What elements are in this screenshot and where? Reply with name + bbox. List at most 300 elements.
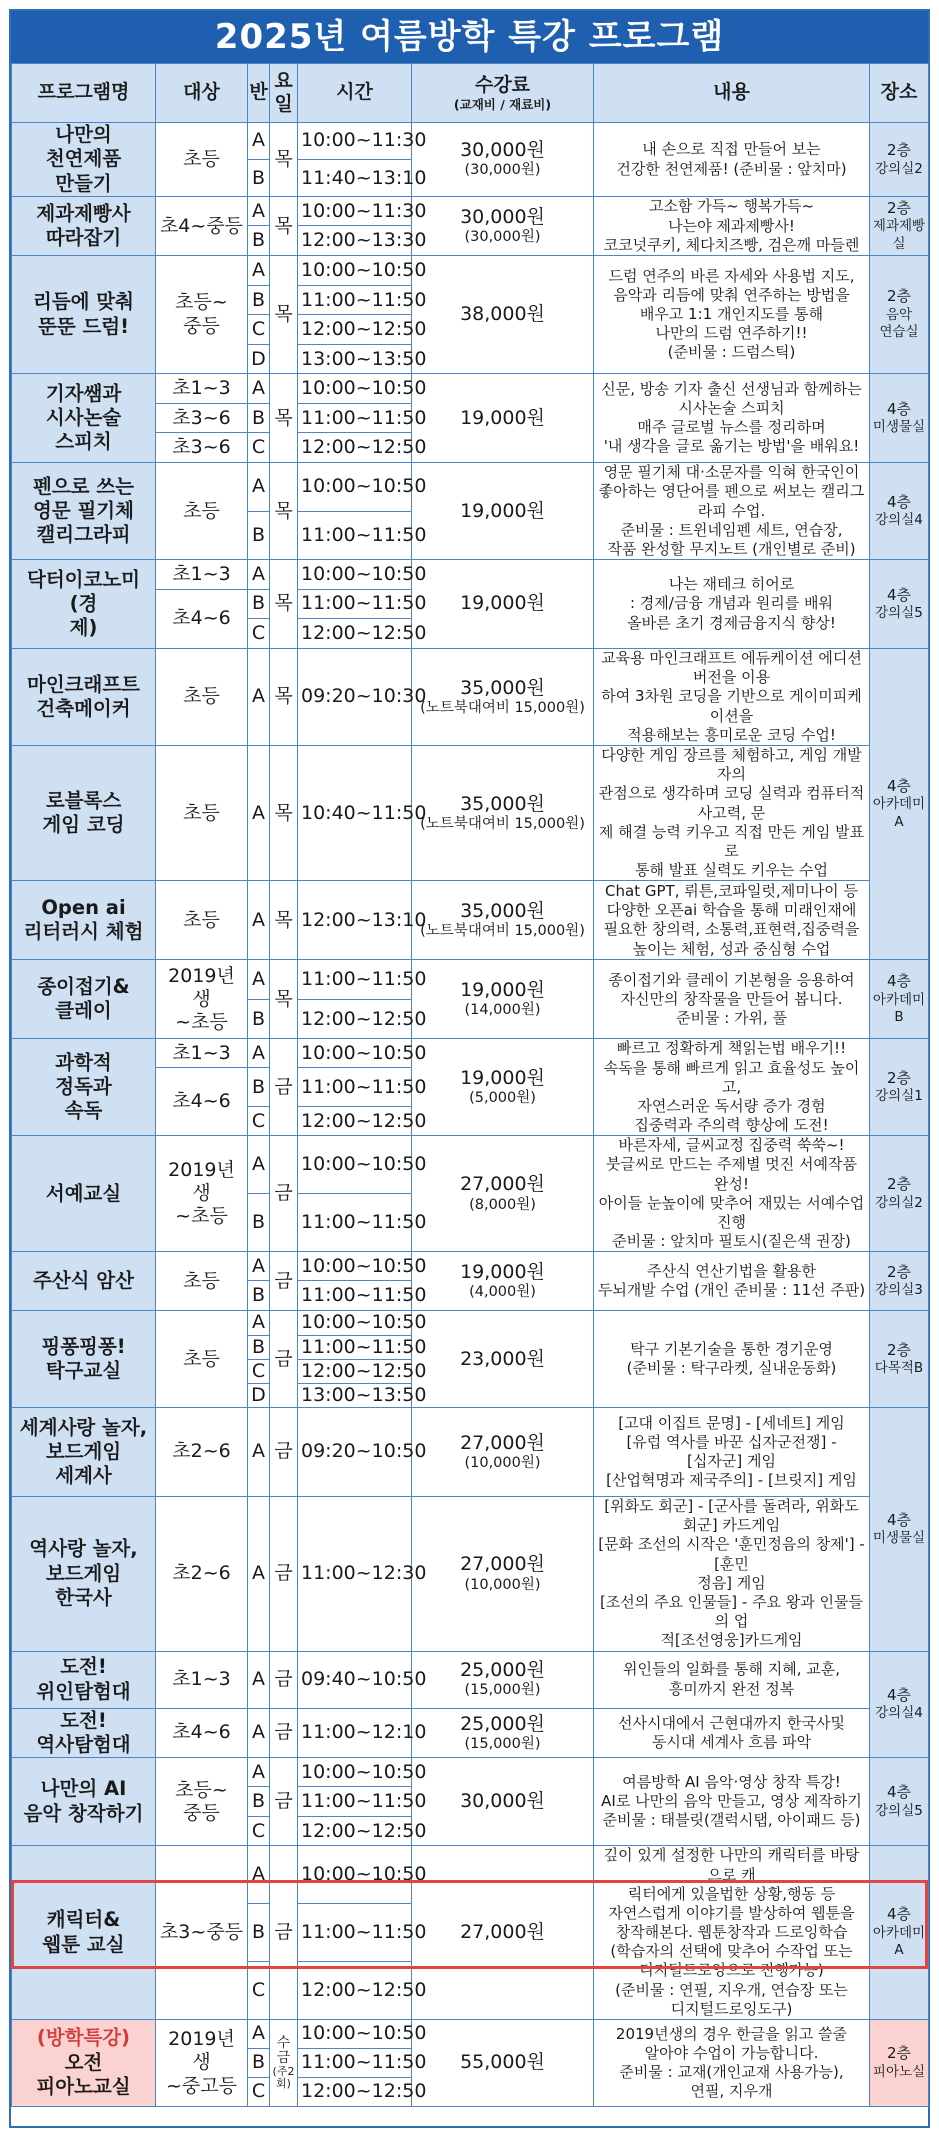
class-time: 10:00~11:30	[298, 123, 412, 160]
class-time: 13:00~13:50	[298, 345, 412, 374]
program-name: 로블록스 게임 코딩	[12, 746, 156, 881]
class-section: B	[248, 1281, 270, 1311]
table-row	[12, 1651, 929, 1708]
class-time: 10:00~10:50	[298, 374, 412, 404]
program-place	[870, 560, 929, 649]
class-time: 11:00~11:50	[298, 960, 412, 1000]
class-day-text: 수금 (주2회)	[270, 2036, 297, 2091]
program-fee: 27,000원 (10,000원)	[412, 1408, 594, 1497]
place-floor: 2층	[886, 2044, 912, 2063]
program-fee: 38,000원	[412, 256, 594, 374]
class-day: 금	[270, 1039, 298, 1136]
table-row	[12, 1136, 929, 1194]
place-room: 아카데미A	[872, 796, 926, 830]
program-name: 캐릭터& 웹툰 교실	[12, 1846, 156, 2020]
program-fee: 27,000원 (8,000원)	[412, 1136, 594, 1252]
place-room: 미생물실	[872, 1530, 926, 1547]
class-section: A	[248, 1311, 270, 1335]
class-section: B	[248, 160, 270, 197]
class-day: 목	[270, 560, 298, 649]
program-fee: 35,000원 (노트북대여비 15,000원)	[412, 881, 594, 960]
class-section: A	[248, 649, 270, 746]
program-target: 초등	[156, 1252, 248, 1311]
program-content: 교육용 마인크래프트 에듀케이션 에디션 버전을 이용 하여 3차원 코딩을 기반으로 게이미피케이션을 적용해보는 흥미로운 코딩 수업!	[594, 649, 870, 746]
table-row	[12, 2020, 929, 2049]
class-time: 10:00~10:50	[298, 2020, 412, 2049]
program-name: 마인크래프트 건축메이커	[12, 649, 156, 746]
table-row	[12, 746, 929, 881]
program-content: 여름방학 AI 음악·영상 창작 특강! AI로 나만의 음악 만들고, 영상 제작하기 준비물 : 태블릿(갤럭시탭, 아이패드 등)	[594, 1758, 870, 1846]
class-time: 11:00~11:50	[298, 511, 412, 559]
program-target: 초등	[156, 463, 248, 560]
program-place	[870, 960, 929, 1039]
class-section: A	[248, 463, 270, 511]
place-room: 강의실4	[875, 1705, 923, 1722]
header-fee	[412, 64, 594, 123]
table-row	[12, 1039, 929, 1068]
place-room: 강의실1	[875, 1088, 923, 1105]
place-floor: 2층	[886, 287, 912, 306]
class-time: 10:00~10:50	[298, 463, 412, 511]
class-section: C	[248, 619, 270, 649]
table-row	[12, 1708, 929, 1758]
place-room: 강의실5	[875, 1802, 923, 1819]
class-section: C	[248, 2078, 270, 2107]
program-fee: 27,000원 (10,000원)	[412, 1497, 594, 1652]
place-floor: 2층	[886, 1262, 912, 1281]
program-fee-sub: (노트북대여비 15,000원)	[420, 923, 585, 940]
program-target: 초1~3	[156, 560, 248, 590]
class-day: 금	[270, 1136, 298, 1252]
program-fee: 35,000원 (노트북대여비 15,000원)	[412, 649, 594, 746]
program-target: 초1~3	[156, 1651, 248, 1708]
program-content: 탁구 기본기술을 통한 경기운영 (준비물 : 탁구라켓, 실내운동화)	[594, 1311, 870, 1408]
place-room: 강의실5	[875, 605, 923, 622]
place-room: 미생물실	[872, 419, 926, 436]
program-name: 도전! 위인탐험대	[12, 1651, 156, 1708]
program-target: 초등~ 중등	[156, 256, 248, 374]
program-fee-sub: (30,000원)	[464, 228, 541, 245]
program-fee: 30,000원	[412, 1758, 594, 1846]
place-room: 강의실2	[875, 1194, 923, 1211]
program-place	[870, 256, 929, 374]
place-floor: 4층	[886, 585, 912, 604]
place-floor: 4층	[886, 1685, 912, 1704]
class-section: A	[248, 746, 270, 881]
program-target: 초등	[156, 1311, 248, 1408]
program-fee: 25,000원 (15,000원)	[412, 1651, 594, 1708]
program-place	[870, 123, 929, 197]
place-room: 제과제빵실	[872, 218, 926, 252]
table-row	[12, 463, 929, 511]
program-content: 빠르고 정확하게 책읽는법 배우기!! 속독을 통해 빠르게 읽고 효율성도 높이고, 자연스러운 독서량 증가 경험 집중력과 주의력 향상에 도전!	[594, 1039, 870, 1136]
program-name: 종이접기& 클레이	[12, 960, 156, 1039]
program-target: 초3~6	[156, 404, 248, 433]
header-place: 장소	[870, 64, 929, 123]
place-room: 다목적B	[874, 1360, 924, 1377]
program-content: [위화도 회군] - [군사를 돌려라, 위화도 회군] 카드게임 [문화 조선의 시작은 '훈민정음의 창제'] - [훈민 정음] 게임 [조선의 주요 인물들] - 주요 왕과 인물들의 업 적[조선영웅]카드게임	[594, 1497, 870, 1652]
program-target: 초등	[156, 649, 248, 746]
program-tag: (방학특강)	[36, 2026, 131, 2050]
class-time: 09:20~10:50	[298, 1408, 412, 1497]
program-place	[870, 1408, 929, 1652]
poster-title: 2025년 여름방학 특강 프로그램	[11, 11, 928, 63]
class-time: 11:40~13:10	[298, 160, 412, 197]
program-target: 초등	[156, 746, 248, 881]
class-day: 금	[270, 1408, 298, 1497]
class-day: 금	[270, 1311, 298, 1408]
place-floor: 2층	[886, 1068, 912, 1087]
program-fee-sub: (8,000원)	[469, 1196, 536, 1213]
program-target: 초1~3	[156, 1039, 248, 1068]
program-target: 2019년생 ~초등	[156, 1136, 248, 1252]
program-place	[870, 1039, 929, 1136]
program-fee: 27,000원	[412, 1846, 594, 2020]
class-section: B	[248, 1194, 270, 1252]
program-fee: 19,000원 (4,000원)	[412, 1252, 594, 1311]
header-content: 내용	[594, 64, 870, 123]
program-target: 초등~ 중등	[156, 1758, 248, 1846]
class-time: 10:00~10:50	[298, 256, 412, 286]
table-row	[12, 1408, 929, 1497]
class-time: 11:00~12:10	[298, 1708, 412, 1758]
class-time: 11:00~11:50	[298, 1281, 412, 1311]
class-time: 13:00~13:50	[298, 1383, 412, 1407]
header-time: 시간	[298, 64, 412, 123]
class-section: A	[248, 1136, 270, 1194]
program-fee-sub: (5,000원)	[469, 1090, 536, 1107]
class-time: 12:00~12:50	[298, 619, 412, 649]
program-name: 과학적 정독과 속독	[12, 1039, 156, 1136]
program-fee: 30,000원 (30,000원)	[412, 197, 594, 256]
program-name: 닥터이코노미(경 제)	[12, 560, 156, 649]
table-row	[12, 256, 929, 286]
table-row	[12, 374, 929, 404]
class-time: 12:00~12:50	[298, 1962, 412, 2020]
class-section: A	[248, 1408, 270, 1497]
class-time: 12:00~13:10	[298, 881, 412, 960]
table-row	[12, 960, 929, 1000]
class-section: A	[248, 1497, 270, 1652]
class-day: 목	[270, 197, 298, 256]
program-fee: 19,000원	[412, 560, 594, 649]
program-place	[870, 1651, 929, 1758]
class-time: 10:00~10:50	[298, 1311, 412, 1335]
place-floor: 4층	[886, 776, 912, 795]
program-target: 초4~6	[156, 1708, 248, 1758]
class-time: 09:40~10:50	[298, 1651, 412, 1708]
class-section: C	[248, 1107, 270, 1136]
class-day: 목	[270, 746, 298, 881]
program-content: 2019년생의 경우 한글을 읽고 쓸줄 알아야 수업이 가능합니다. 준비물 : 교재(개인교재 사용가능), 연필, 지우개	[594, 2020, 870, 2107]
place-room: 강의실2	[875, 160, 923, 177]
place-floor: 4층	[886, 492, 912, 511]
program-content: Chat GPT, 뤼튼,코파일럿,제미나이 등 다양한 오픈ai 학습을 통해 미래인재에 필요한 창의력, 소통력,표현력,집중력을 높이는 체험, 성과 중심형 수업	[594, 881, 870, 960]
program-target: 초4~6	[156, 1068, 248, 1136]
place-floor: 4층	[886, 1905, 912, 1924]
program-content: 나는 재테크 히어로 : 경제/금융 개념과 원리를 배워 올바른 초기 경제금융지식 향상!	[594, 560, 870, 649]
class-section: A	[248, 123, 270, 160]
program-fee-sub: (4,000원)	[469, 1284, 536, 1301]
program-place	[870, 1758, 929, 1846]
class-day: 목	[270, 256, 298, 374]
class-time: 10:00~10:50	[298, 1039, 412, 1068]
table-row	[12, 881, 929, 960]
program-name: 핑퐁핑퐁! 탁구교실	[12, 1311, 156, 1408]
program-content: 바른자세, 글씨교정 집중력 쑥쑥~! 붓글씨로 만드는 주제별 멋진 서예작품 완성! 아이들 눈높이에 맞추어 재밌는 서예수업 진행 준비물 : 앞치마 필토시(짙은색 권장)	[594, 1136, 870, 1252]
class-day	[270, 2020, 298, 2107]
program-name	[12, 2020, 156, 2107]
class-time: 11:00~11:50	[298, 2049, 412, 2078]
header-fee-sub: (교재비 / 재료비)	[453, 96, 552, 112]
class-time: 11:00~12:30	[298, 1497, 412, 1652]
program-target: 초3~중등	[156, 1846, 248, 2020]
class-time: 11:00~11:50	[298, 1194, 412, 1252]
class-section: B	[248, 1335, 270, 1359]
program-name: 주산식 암산	[12, 1252, 156, 1311]
class-time: 10:00~10:50	[298, 1758, 412, 1787]
program-target: 초3~6	[156, 433, 248, 463]
program-place	[870, 649, 929, 960]
class-time: 10:00~10:50	[298, 560, 412, 590]
program-fee-sub: (14,000원)	[464, 1002, 541, 1019]
program-target: 초등	[156, 881, 248, 960]
place-floor: 4층	[886, 972, 912, 991]
class-section: B	[248, 1904, 270, 1962]
program-fee-sub: (노트북대여비 15,000원)	[420, 699, 585, 716]
class-section: C	[248, 1962, 270, 2020]
class-time: 11:00~11:50	[298, 1335, 412, 1359]
class-section: B	[248, 511, 270, 559]
class-day: 목	[270, 463, 298, 560]
class-time: 11:00~11:50	[298, 1068, 412, 1107]
program-place	[870, 197, 929, 256]
place-room: 음악 연습실	[879, 306, 919, 341]
class-section: A	[248, 1758, 270, 1787]
table-row	[12, 649, 929, 746]
class-section: C	[248, 433, 270, 463]
class-day: 금	[270, 1497, 298, 1652]
program-target: 2019년생 ~초등	[156, 960, 248, 1039]
program-fee: 23,000원	[412, 1311, 594, 1408]
program-content: 다양한 게임 장르를 체험하고, 게임 개발자의 관점으로 생각하며 코딩 실력과 컴퓨터적 사고력, 문 제 해결 능력 키우고 직접 만든 게임 발표로 통해 발표 실력도 키우는 수업	[594, 746, 870, 881]
header-target: 대상	[156, 64, 248, 123]
program-fee-sub: (15,000원)	[464, 1682, 541, 1699]
class-section: B	[248, 590, 270, 619]
program-fee: 30,000원 (30,000원)	[412, 123, 594, 197]
header-day: 요일	[270, 64, 298, 123]
program-content: 신문, 방송 기자 출신 선생님과 함께하는 시사논술 스피치 매주 글로벌 뉴스를 정리하며 '내 생각을 글로 옮기는 방법'을 배워요!	[594, 374, 870, 463]
table-row	[12, 123, 929, 160]
place-room: 아카데미A	[872, 1924, 926, 1959]
class-time: 12:00~12:50	[298, 433, 412, 463]
program-target: 초4~6	[156, 590, 248, 649]
table-row	[12, 1497, 929, 1652]
program-content: 선사시대에서 근현대까지 한국사및 동시대 세계사 흐름 파악	[594, 1708, 870, 1758]
program-name-text: 오전 피아노교실	[36, 2050, 131, 2099]
place-room: 아카데미B	[872, 991, 926, 1026]
class-day: 목	[270, 123, 298, 197]
class-day: 금	[270, 1708, 298, 1758]
class-section: A	[248, 560, 270, 590]
class-time: 12:00~12:50	[298, 1107, 412, 1136]
class-section: C	[248, 1817, 270, 1846]
program-content: 주산식 연산기법을 활용한 두뇌개발 수업 (개인 준비물 : 11선 주판)	[594, 1252, 870, 1311]
program-target: 2019년생 ~중고등	[156, 2020, 248, 2107]
table-row	[12, 1846, 929, 1904]
table-row	[12, 560, 929, 590]
program-name: 서예교실	[12, 1136, 156, 1252]
table-row	[12, 197, 929, 226]
header-ban: 반	[248, 64, 270, 123]
class-section: B	[248, 404, 270, 433]
class-day: 목	[270, 649, 298, 746]
program-poster	[9, 9, 930, 2128]
place-floor: 2층	[886, 1175, 912, 1194]
program-target: 초등	[156, 123, 248, 197]
class-time: 10:00~10:50	[298, 1136, 412, 1194]
program-content: 내 손으로 직접 만들어 보는 건강한 천연제품! (준비물 : 앞치마)	[594, 123, 870, 197]
program-name: 리듬에 맞춰 뚠뚠 드럼!	[12, 256, 156, 374]
class-section: D	[248, 1383, 270, 1407]
class-time: 12:00~12:50	[298, 315, 412, 345]
table-row	[12, 1252, 929, 1281]
program-fee-sub: (노트북대여비 15,000원)	[420, 815, 585, 832]
class-section: C	[248, 315, 270, 345]
class-section: A	[248, 374, 270, 404]
class-day-sub: (주2회)	[272, 2065, 295, 2091]
program-name: 제과제빵사 따라잡기	[12, 197, 156, 256]
program-target: 초4~중등	[156, 197, 248, 256]
place-floor: 2층	[886, 141, 912, 160]
class-time: 09:20~10:30	[298, 649, 412, 746]
program-fee-sub: (30,000원)	[464, 162, 541, 179]
class-section: B	[248, 1787, 270, 1817]
program-content: 깊이 있게 설정한 나만의 캐릭터를 바탕으로 캐 릭터에게 있을법한 상황,행동 등 자연스럽게 이야기를 발상하여 웹툰을 창작해본다. 웹툰창작과 드로잉학습 (학습자의 선택에 맞추어 수작업 또는 디지털드로잉으로 진행가능) (준비물 : 연필, 지우개, 연습장 또는 디지털드로잉도구)	[594, 1846, 870, 2020]
program-fee-sub: (10,000원)	[464, 1454, 541, 1471]
class-day: 금	[270, 1758, 298, 1846]
class-time: 11:00~11:50	[298, 1904, 412, 1962]
program-fee: 19,000원	[412, 374, 594, 463]
class-section: B	[248, 1000, 270, 1039]
program-fee-sub: (10,000원)	[464, 1576, 541, 1593]
class-day: 금	[270, 1846, 298, 2020]
place-floor: 4층	[886, 1510, 912, 1529]
table-row	[12, 1758, 929, 1787]
class-day: 목	[270, 374, 298, 463]
class-section: B	[248, 226, 270, 256]
program-name: 나만의 천연제품 만들기	[12, 123, 156, 197]
program-name: 기자쌤과 시사논술 스피치	[12, 374, 156, 463]
place-floor: 2층	[886, 1340, 912, 1359]
class-section: D	[248, 345, 270, 374]
program-name: 나만의 AI 음악 창작하기	[12, 1758, 156, 1846]
class-time: 12:00~12:50	[298, 1817, 412, 1846]
class-section: C	[248, 1359, 270, 1383]
program-name: 펜으로 쓰는 영문 필기체 캘리그라피	[12, 463, 156, 560]
place-room: 피아노실	[872, 2063, 926, 2080]
program-fee: 19,000원 (5,000원)	[412, 1039, 594, 1136]
class-time: 10:40~11:50	[298, 746, 412, 881]
class-day: 금	[270, 1252, 298, 1311]
class-section: B	[248, 2049, 270, 2078]
program-content: 영문 필기체 대·소문자를 익혀 한국인이 좋아하는 영단어를 펜으로 써보는 캘리그라피 수업. 준비물 : 트윈네임펜 세트, 연습장, 작품 완성할 무지노트 (개인별로 준비)	[594, 463, 870, 560]
place-floor: 2층	[886, 198, 912, 217]
program-target: 초2~6	[156, 1497, 248, 1652]
class-section: A	[248, 1708, 270, 1758]
class-section: A	[248, 197, 270, 226]
class-section: A	[248, 1651, 270, 1708]
program-target: 초2~6	[156, 1408, 248, 1497]
class-day: 목	[270, 881, 298, 960]
class-section: A	[248, 1039, 270, 1068]
class-section: B	[248, 286, 270, 315]
program-name: 세계사랑 놀자, 보드게임 세계사	[12, 1408, 156, 1497]
program-place	[870, 1136, 929, 1252]
place-room: 강의실4	[875, 512, 923, 529]
class-section: A	[248, 960, 270, 1000]
program-fee: 25,000원 (15,000원)	[412, 1708, 594, 1758]
class-time: 10:00~11:30	[298, 197, 412, 226]
class-time: 12:00~12:50	[298, 2078, 412, 2107]
program-content: [고대 이집트 문명] - [세네트] 게임 [유럽 역사를 바꾼 십자군전쟁] - [십자군] 게임 [산업혁명과 제국주의] - [브릿지] 게임	[594, 1408, 870, 1497]
class-section: A	[248, 256, 270, 286]
program-fee: 19,000원 (14,000원)	[412, 960, 594, 1039]
table-header-row	[12, 64, 929, 123]
class-time: 10:00~10:50	[298, 1846, 412, 1904]
class-day: 목	[270, 960, 298, 1039]
program-fee: 19,000원	[412, 463, 594, 560]
program-place	[870, 463, 929, 560]
class-section: A	[248, 1846, 270, 1904]
class-day: 금	[270, 1651, 298, 1708]
program-place	[870, 1311, 929, 1408]
header-program: 프로그램명	[12, 64, 156, 123]
program-target: 초1~3	[156, 374, 248, 404]
place-floor: 4층	[886, 399, 912, 418]
class-time: 12:00~12:50	[298, 1359, 412, 1383]
program-content: 고소함 가득~ 행복가득~ 나는야 제과제빵사! 코코넛쿠키, 체다치즈빵, 검은깨 마들렌	[594, 197, 870, 256]
program-place	[870, 1252, 929, 1311]
program-place	[870, 1846, 929, 2020]
program-content: 위인들의 일화를 통해 지혜, 교훈, 흥미까지 완전 정복	[594, 1651, 870, 1708]
header-fee-label: 수강료	[474, 73, 531, 96]
program-content: 종이접기와 클레이 기본형을 응용하여 자신만의 창작물을 만들어 봅니다. 준비물 : 가위, 풀	[594, 960, 870, 1039]
place-floor: 4층	[886, 1783, 912, 1802]
class-section: A	[248, 2020, 270, 2049]
class-time: 11:00~11:50	[298, 404, 412, 433]
program-table	[11, 63, 929, 2107]
program-content: 드럼 연주의 바른 자세와 사용법 지도, 음악과 리듬에 맞춰 연주하는 방법을 배우고 1:1 개인지도를 통해 나만의 드럼 연주하기!! (준비물 : 드럼스틱)	[594, 256, 870, 374]
place-room: 강의실3	[875, 1282, 923, 1299]
program-name: 도전! 역사탐험대	[12, 1708, 156, 1758]
table-row	[12, 1311, 929, 1335]
class-section: B	[248, 1068, 270, 1107]
class-time: 12:00~12:50	[298, 1000, 412, 1039]
class-section: A	[248, 1252, 270, 1281]
program-name: 역사랑 놀자, 보드게임 한국사	[12, 1497, 156, 1652]
class-time: 12:00~13:30	[298, 226, 412, 256]
class-time: 10:00~10:50	[298, 1252, 412, 1281]
program-fee: 35,000원 (노트북대여비 15,000원)	[412, 746, 594, 881]
program-fee: 55,000원	[412, 2020, 594, 2107]
program-name: Open ai 리터러시 체험	[12, 881, 156, 960]
class-time: 11:00~11:50	[298, 286, 412, 315]
program-place	[870, 2020, 929, 2107]
class-time: 11:00~11:50	[298, 590, 412, 619]
class-section: A	[248, 881, 270, 960]
program-fee-sub: (15,000원)	[464, 1735, 541, 1752]
